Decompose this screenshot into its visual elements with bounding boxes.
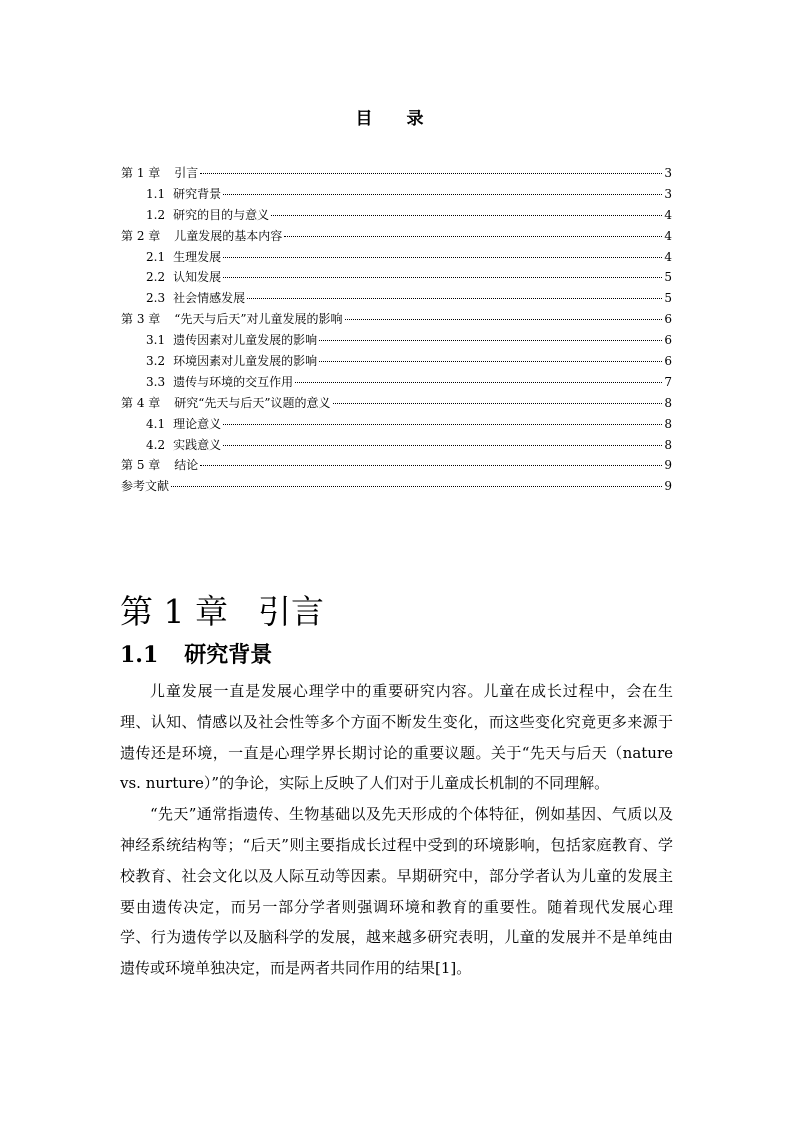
toc-entry-text: 生理发展 xyxy=(173,249,222,264)
toc-entry-text: “先天与后天”对儿童发展的影响 xyxy=(174,312,343,327)
toc-page-number: 8 xyxy=(664,416,672,431)
toc-entry-label xyxy=(121,309,343,330)
chapter-heading xyxy=(120,590,324,634)
toc-entry[interactable] xyxy=(121,163,672,184)
toc-page-number: 6 xyxy=(664,333,672,348)
toc-entry-text: 遗传因素对儿童发展的影响 xyxy=(173,333,318,348)
toc-entry-text: 实践意义 xyxy=(173,437,222,452)
toc-page-number: 4 xyxy=(664,207,672,222)
toc-entry-number: 1.1 xyxy=(146,186,166,201)
toc-entry-text: 结论 xyxy=(174,458,199,473)
toc-entry-number: 第 3 章 xyxy=(121,312,161,327)
paragraph: 儿童发展一直是发展心理学中的重要研究内容。儿童在成长过程中，会在生理、认知、情感以及社会性等多个方面不断发生变化，而这些变化究竟更多来源于遗传还是环境，一直是心理学界长期讨论的重要议题。关于“先天与后天（nature vs. nurture）”的争论，实际上反映了人们对于儿童成长机制的不同理解。 xyxy=(120,682,673,793)
toc-dot-leader xyxy=(271,215,662,216)
toc-entry-number: 4.2 xyxy=(146,437,166,452)
toc-dot-leader xyxy=(319,361,662,362)
toc-entry-number: 3.1 xyxy=(146,333,166,348)
toc-page-number: 8 xyxy=(664,437,672,452)
toc-entry[interactable] xyxy=(121,205,672,226)
toc-page-number: 4 xyxy=(664,228,672,243)
toc-dot-leader xyxy=(200,173,662,174)
toc-entry-label xyxy=(146,372,293,393)
toc-entry[interactable] xyxy=(121,330,672,351)
toc-page-number: 6 xyxy=(664,312,672,327)
toc-page-number: 7 xyxy=(664,374,672,389)
chapter-number: 第 1 章 xyxy=(120,592,228,631)
toc-entry[interactable] xyxy=(121,372,672,393)
table-of-contents xyxy=(121,163,672,497)
toc-entry-text: 遗传与环境的交互作用 xyxy=(173,374,294,389)
toc-entry-label xyxy=(146,247,221,268)
toc-entry-text: 研究背景 xyxy=(173,186,222,201)
toc-page-number: 6 xyxy=(664,354,672,369)
toc-entry[interactable] xyxy=(121,309,672,330)
toc-entry-label xyxy=(146,351,317,372)
toc-dot-leader xyxy=(223,445,662,446)
toc-dot-leader xyxy=(223,277,662,278)
toc-entry[interactable] xyxy=(121,393,672,414)
toc-entry-text: 认知发展 xyxy=(173,270,222,285)
toc-dot-leader xyxy=(223,194,662,195)
toc-page-number: 8 xyxy=(664,395,672,410)
toc-entry-label xyxy=(121,476,169,497)
toc-entry-label xyxy=(121,226,282,247)
toc-entry-number: 2.3 xyxy=(146,291,166,306)
toc-page-number: 5 xyxy=(664,270,672,285)
toc-title: 目 录 xyxy=(355,109,438,129)
toc-entry-number: 第 5 章 xyxy=(121,458,161,473)
toc-entry-number: 1.2 xyxy=(146,207,166,222)
toc-dot-leader xyxy=(319,340,662,341)
toc-entry-number: 第 2 章 xyxy=(121,228,161,243)
toc-page-number: 3 xyxy=(664,186,672,201)
toc-entry-number: 第 4 章 xyxy=(121,395,161,410)
toc-dot-leader xyxy=(284,236,662,237)
toc-entry-label xyxy=(146,184,221,205)
chapter-title: 引言 xyxy=(257,592,324,631)
toc-entry[interactable] xyxy=(121,476,672,497)
toc-dot-leader xyxy=(345,319,663,320)
toc-entry-number: 2.2 xyxy=(146,270,166,285)
toc-entry-label xyxy=(121,393,331,414)
toc-entry[interactable] xyxy=(121,455,672,476)
toc-entry-label xyxy=(146,414,221,435)
toc-entry-number: 2.1 xyxy=(146,249,166,264)
toc-dot-leader xyxy=(333,403,663,404)
toc-entry[interactable] xyxy=(121,267,672,288)
toc-entry-label xyxy=(146,288,245,309)
toc-entry[interactable] xyxy=(121,247,672,268)
toc-entry-label xyxy=(146,330,317,351)
toc-entry-text: 研究的目的与意义 xyxy=(173,207,270,222)
toc-page-number: 4 xyxy=(664,249,672,264)
toc-entry-text: 社会情感发展 xyxy=(173,291,246,306)
toc-page-number: 5 xyxy=(664,291,672,306)
toc-dot-leader xyxy=(223,424,662,425)
toc-entry-text: 儿童发展的基本内容 xyxy=(174,228,283,243)
section-heading xyxy=(120,638,272,672)
toc-page-number: 9 xyxy=(664,479,672,494)
toc-entry[interactable] xyxy=(121,435,672,456)
section-number: 1.1 xyxy=(120,642,159,668)
toc-entry-number: 3.2 xyxy=(146,354,166,369)
toc-entry-text: 理论意义 xyxy=(173,416,222,431)
toc-dot-leader xyxy=(200,465,662,466)
toc-entry-text: 引言 xyxy=(174,166,199,180)
toc-entry-label xyxy=(146,267,221,288)
toc-entry-label xyxy=(146,205,269,226)
toc-entry[interactable] xyxy=(121,184,672,205)
toc-entry[interactable] xyxy=(121,226,672,247)
toc-entry-label xyxy=(121,455,198,476)
toc-entry-label xyxy=(146,435,221,456)
toc-dot-leader xyxy=(295,382,662,383)
toc-page-number: 3 xyxy=(664,166,672,180)
toc-entry-label xyxy=(121,163,198,184)
toc-entry[interactable] xyxy=(121,414,672,435)
toc-entry-text: 环境因素对儿童发展的影响 xyxy=(173,354,318,369)
toc-entry-number: 3.3 xyxy=(146,374,166,389)
section-title: 研究背景 xyxy=(184,642,273,668)
toc-page-number: 9 xyxy=(664,458,672,473)
toc-entry-number: 第 1 章 xyxy=(121,166,161,180)
body-text xyxy=(120,676,673,984)
paragraph: “先天”通常指遗传、生物基础以及先天形成的个体特征，例如基因、气质以及神经系统结构等；“后天”则主要指成长过程中受到的环境影响，包括家庭教育、学校教育、社会文化以及人际互动等因素。早期研究中，部分学者认为儿童的发展主要由遗传决定，而另一部分学者则强调环境和教育的重要性。随着现代发展心理学、行为遗传学以及脑科学的发展，越来越多研究表明，儿童的发展并不是单纯由遗传或环境单独决定，而是两者共同作用的结果[1]。 xyxy=(120,805,673,978)
toc-entry[interactable] xyxy=(121,288,672,309)
toc-entry-text: 研究“先天与后天”议题的意义 xyxy=(174,395,331,410)
toc-entry-text: 参考文献 xyxy=(121,479,170,494)
toc-dot-leader xyxy=(247,298,662,299)
toc-dot-leader xyxy=(223,257,662,258)
toc-dot-leader xyxy=(171,486,662,487)
toc-entry-number: 4.1 xyxy=(146,416,166,431)
toc-entry[interactable] xyxy=(121,351,672,372)
